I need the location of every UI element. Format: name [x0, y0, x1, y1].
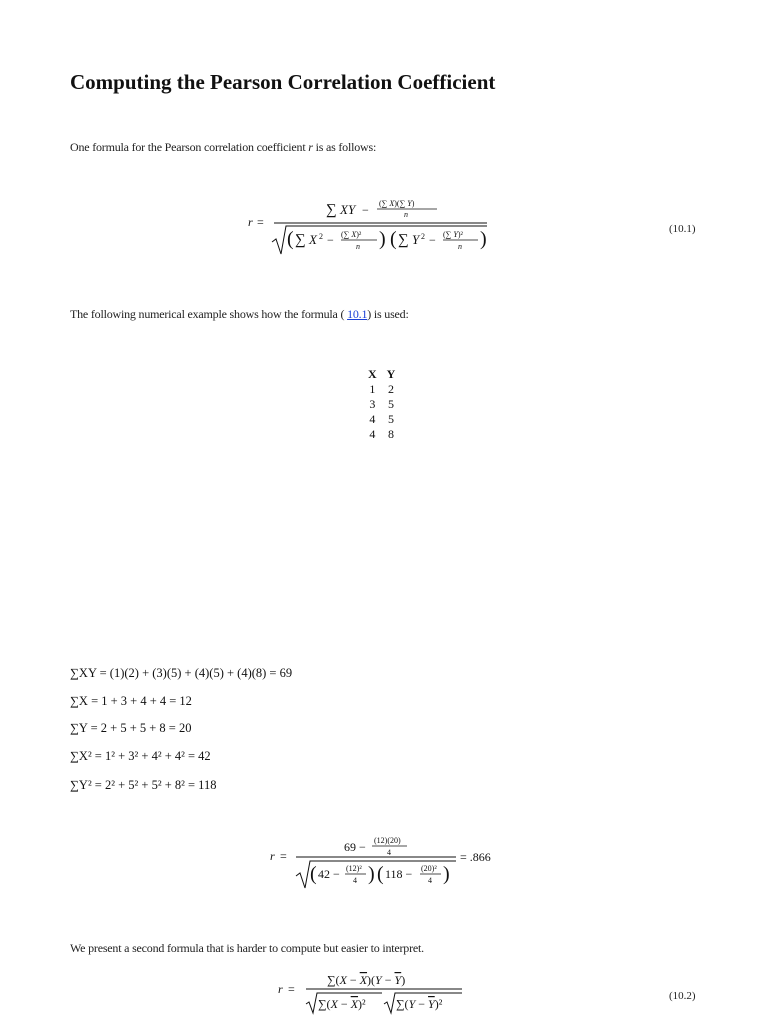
svg-text:): ) [480, 228, 487, 250]
table-cell: 5 [388, 397, 394, 411]
table-cell: 2 [388, 382, 394, 396]
svg-text:r: r [278, 982, 283, 996]
example-text-after: ) is used: [367, 307, 409, 321]
table-cell: 4 [369, 412, 376, 426]
second-formula-paragraph: We present a second formula that is harder to compute but easier to interpret. [70, 941, 424, 955]
svg-text:(∑ Y)²: (∑ Y)² [443, 230, 463, 239]
intro-variable: r [308, 140, 313, 154]
formula-10-2 [272, 966, 472, 1020]
table-cell: 4 [369, 427, 376, 441]
svg-text:XY: XY [340, 202, 356, 217]
svg-text:(∑ X)²: (∑ X)² [341, 230, 362, 239]
svg-text:(: ( [287, 228, 294, 250]
svg-text:∑: ∑ [326, 202, 337, 218]
svg-text:(: ( [377, 863, 384, 885]
page-title: Computing the Pearson Correlation Coefficient [70, 70, 496, 94]
svg-text:2: 2 [421, 232, 425, 241]
result-formula [264, 830, 504, 894]
svg-text:(∑ X)(∑ Y): (∑ X)(∑ Y) [379, 199, 415, 208]
svg-text:=: = [288, 982, 295, 996]
svg-text:∑: ∑ [398, 232, 409, 248]
example-text-before: The following numerical example shows how the formula ( [70, 307, 348, 321]
svg-text:): ) [379, 228, 386, 250]
svg-text:r: r [248, 215, 253, 229]
calc-sum-x: ∑X = 1 + 3 + 4 + 4 = 12 [70, 694, 192, 708]
table-row [363, 382, 400, 397]
intro-text-after: is as follows: [312, 140, 377, 154]
svg-text:2: 2 [319, 232, 323, 241]
table-row [363, 397, 400, 412]
svg-text:4: 4 [353, 876, 357, 885]
formula-10-1 [240, 192, 500, 258]
svg-text:∑(X − X)(Y − Y): ∑(X − X)(Y − Y) [327, 973, 406, 987]
svg-text:(20)²: (20)² [421, 864, 437, 873]
intro-text-before: One formula for the Pearson correlation coefficient [70, 140, 309, 154]
calc-sum-y-squared: ∑Y² = 2² + 5² + 5² + 8² = 118 [70, 778, 217, 792]
svg-text:(12)²: (12)² [346, 864, 362, 873]
svg-text:69 −: 69 − [344, 840, 366, 854]
table-header-row [363, 367, 400, 382]
svg-text:n: n [356, 242, 360, 251]
xy-data-table [363, 367, 400, 442]
svg-text:42 −: 42 − [318, 867, 340, 881]
table-cell: 3 [369, 397, 376, 411]
example-paragraph [70, 307, 409, 322]
table-cell: 8 [388, 427, 394, 441]
svg-text:−: − [362, 203, 369, 217]
result-value: = .866 [460, 850, 491, 864]
table-header-y: Y [386, 367, 396, 381]
svg-text:(: ( [390, 228, 397, 250]
equation-label-10-1: (10.1) [669, 223, 696, 235]
svg-text:Y: Y [412, 232, 420, 247]
calc-sum-y: ∑Y = 2 + 5 + 5 + 8 = 20 [70, 721, 192, 735]
svg-text:118 −: 118 − [385, 867, 413, 881]
table-cell: 1 [369, 382, 376, 396]
svg-text:=: = [280, 849, 287, 863]
svg-text:4: 4 [387, 848, 391, 857]
svg-text:(12)(20): (12)(20) [374, 836, 401, 845]
table-header-x: X [368, 367, 377, 381]
intro-paragraph [70, 140, 376, 155]
equation-label-10-2: (10.2) [669, 990, 696, 1002]
svg-text:n: n [404, 210, 408, 219]
svg-text:∑: ∑ [295, 232, 306, 248]
svg-text:∑(Y − Y)²: ∑(Y − Y)² [396, 997, 443, 1011]
svg-text:∑(X − X)²: ∑(X − X)² [318, 997, 366, 1011]
svg-text:4: 4 [428, 876, 432, 885]
svg-text:): ) [443, 863, 450, 885]
equation-link-10-1[interactable]: 10.1 [347, 307, 368, 321]
svg-text:r: r [270, 849, 275, 863]
svg-text:n: n [458, 242, 462, 251]
table-row [363, 412, 400, 427]
svg-text:=: = [257, 215, 264, 229]
svg-text:−: − [429, 233, 436, 247]
svg-text:X: X [309, 232, 317, 247]
table-cell: 5 [388, 412, 394, 426]
svg-text:): ) [368, 863, 375, 885]
svg-text:(: ( [310, 863, 317, 885]
svg-text:−: − [327, 233, 334, 247]
calc-sum-xy: ∑XY = (1)(2) + (3)(5) + (4)(5) + (4)(8) = 69 [70, 666, 293, 680]
table-row [363, 427, 400, 442]
calc-sum-x-squared: ∑X² = 1² + 3² + 4² + 4² = 42 [70, 749, 211, 763]
